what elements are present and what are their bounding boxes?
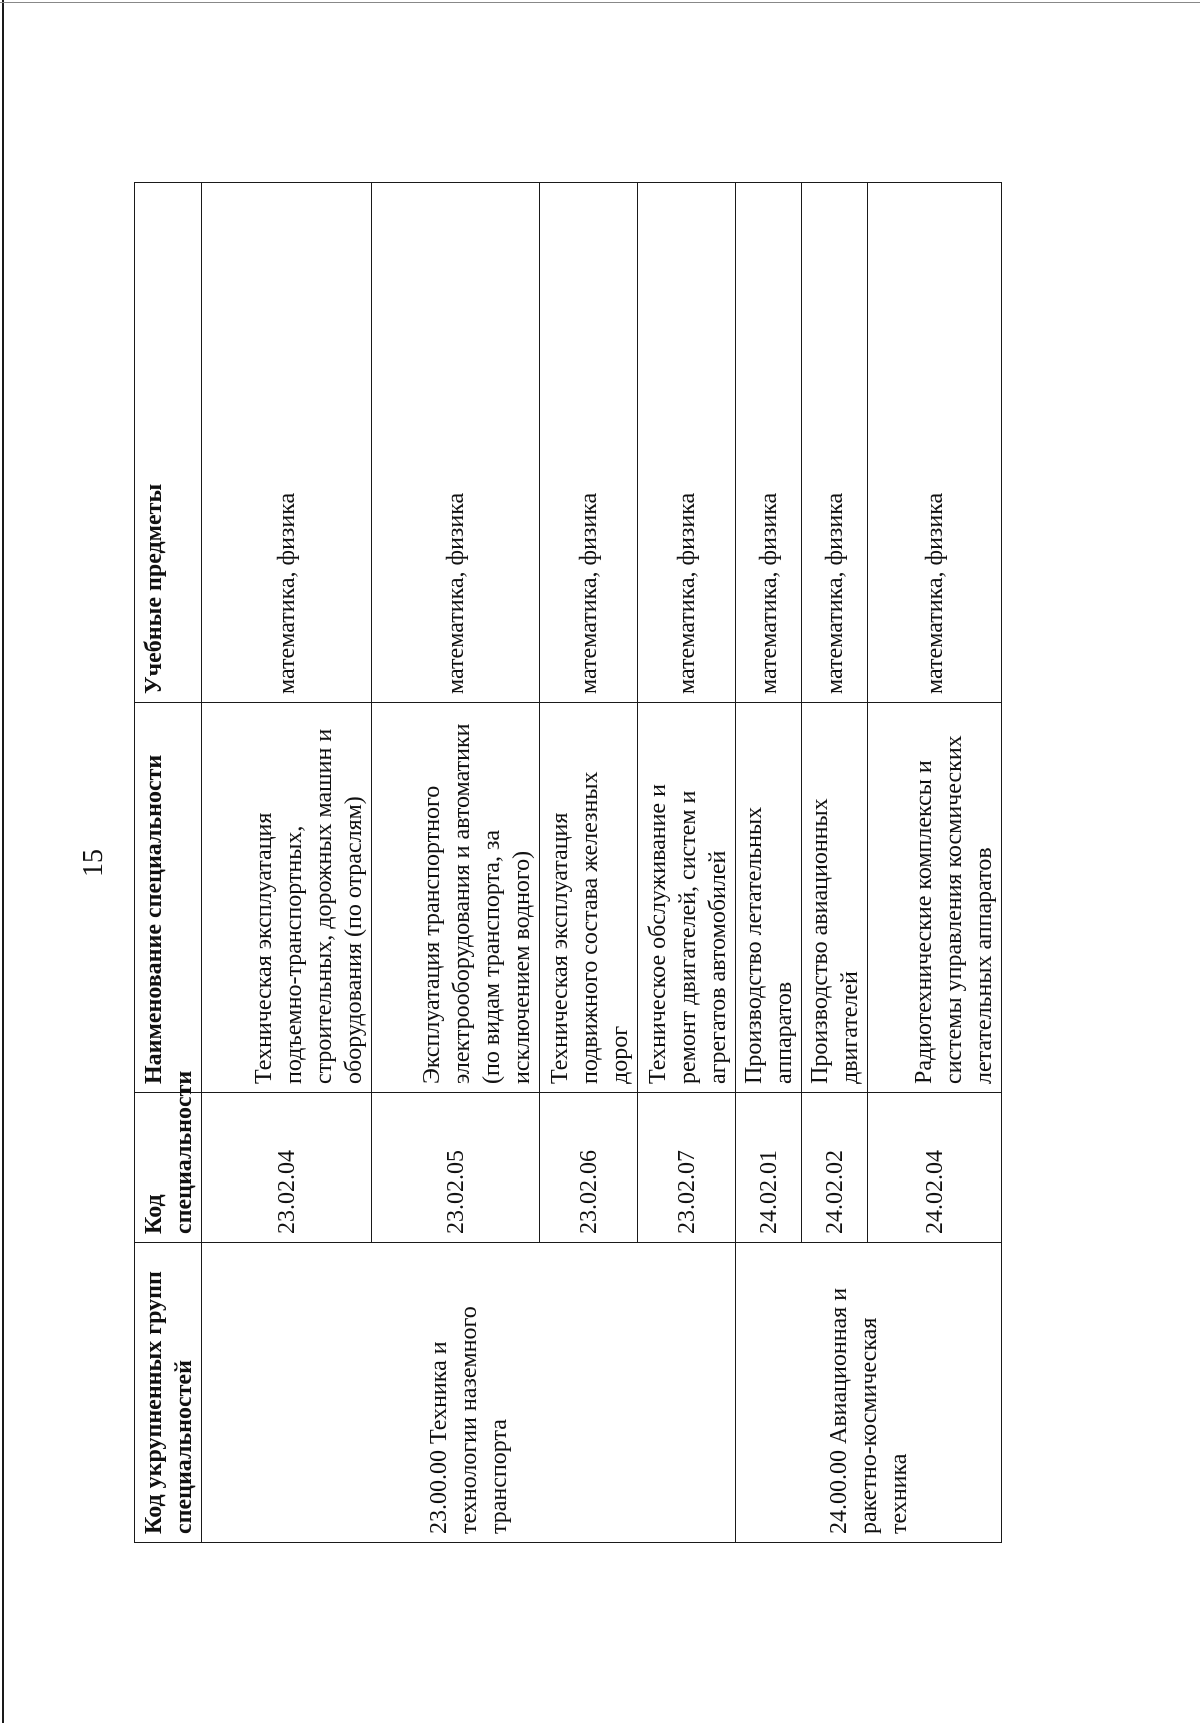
spec-name-cell: Производство летательных аппаратов: [736, 703, 802, 1093]
spec-code-cell: 23.02.06: [540, 1093, 638, 1243]
table-row: [202, 183, 372, 1543]
spec-name-cell: Техническая эксплуатация подвижного состава железных дорог: [540, 703, 638, 1093]
rotated-table-container: [134, 183, 997, 1543]
spec-code-cell: 24.02.01: [736, 1093, 802, 1243]
subjects-cell: математика, физика: [736, 183, 802, 703]
header-spec-code: Код специальности: [135, 1093, 202, 1243]
spec-name-cell: Радиотехнические комплексы и системы управления космических летательных аппаратов: [868, 703, 1002, 1093]
table-row: [736, 183, 802, 1543]
spec-name-cell: Производство авиационных двигателей: [802, 703, 868, 1093]
spec-name-cell: Эксплуатация транспортного электрооборудования и автоматики (по видам транспорта, за исключением водного): [372, 703, 540, 1093]
page-edge-top: [0, 2, 1200, 3]
header-group-code: Код укрупненных групп специальностей: [135, 1243, 202, 1543]
page-number: 15: [78, 849, 109, 877]
header-subjects: Учебные предметы: [135, 183, 202, 703]
spec-code-cell: 24.02.02: [802, 1093, 868, 1243]
table-header-row: [135, 183, 202, 1543]
subjects-cell: математика, физика: [638, 183, 736, 703]
header-spec-name: Наименование специальности: [135, 703, 202, 1093]
page-edge: [2, 0, 4, 1723]
subjects-cell: математика, физика: [202, 183, 372, 703]
subjects-cell: математика, физика: [868, 183, 1002, 703]
subjects-cell: математика, физика: [540, 183, 638, 703]
group-cell: 23.00.00 Техника и технологии наземного транспорта: [202, 1243, 736, 1543]
spec-code-cell: 23.02.05: [372, 1093, 540, 1243]
spec-name-cell: Техническое обслуживание и ремонт двигателей, систем и агрегатов автомобилей: [638, 703, 736, 1093]
spec-code-cell: 23.02.04: [202, 1093, 372, 1243]
spec-code-cell: 23.02.07: [638, 1093, 736, 1243]
group-cell: 24.00.00 Авиационная и ракетно-космическая техника: [736, 1243, 1002, 1543]
specialties-table: [134, 182, 1002, 1543]
subjects-cell: математика, физика: [372, 183, 540, 703]
spec-code-cell: 24.02.04: [868, 1093, 1002, 1243]
subjects-cell: математика, физика: [802, 183, 868, 703]
spec-name-cell: Техническая эксплуатация подъемно-транспортных, строительных, дорожных машин и оборудования (по отраслям): [202, 703, 372, 1093]
